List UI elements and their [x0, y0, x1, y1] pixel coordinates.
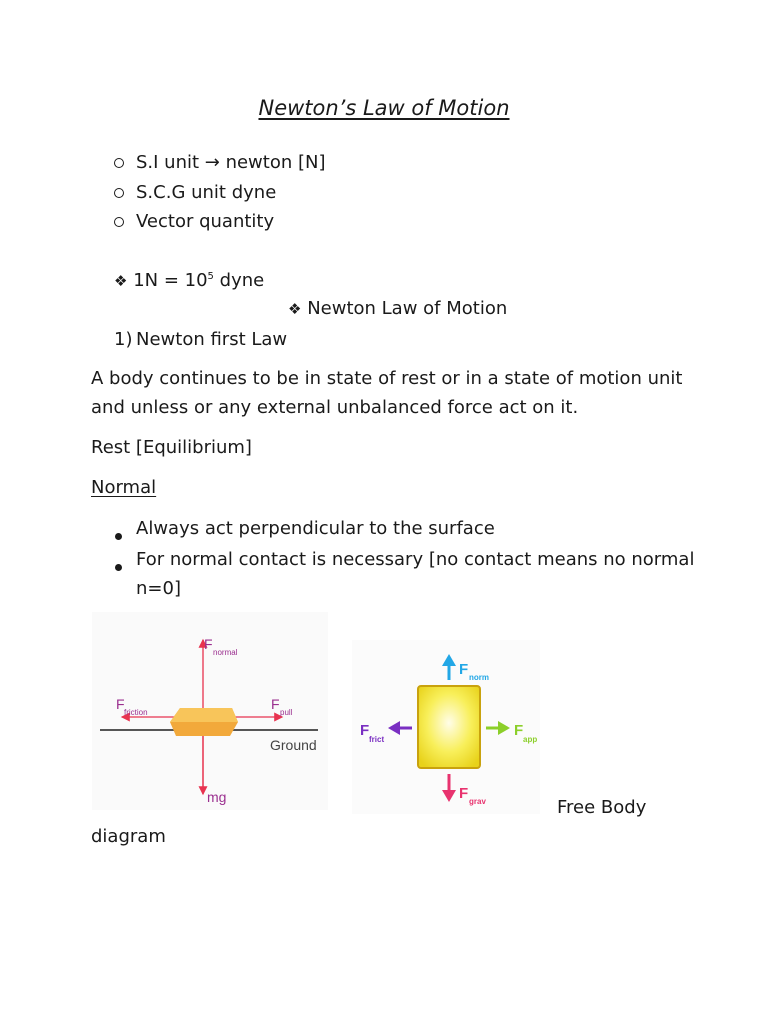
f-app-subscript: app — [523, 735, 538, 744]
caption-line: Free Body — [557, 797, 647, 818]
subheading — [288, 298, 507, 320]
subheading-text: Newton Law of Motion — [307, 298, 508, 319]
unit-vector: Vector quantity — [136, 211, 275, 232]
f-pull-subscript: pull — [280, 708, 293, 717]
ground-label: Ground — [270, 737, 317, 753]
rest-text: Rest [Equilibrium] — [91, 437, 252, 458]
forces-on-block-figure — [92, 612, 328, 810]
circle-bullet-icon — [114, 217, 124, 227]
f-friction-label: F — [116, 696, 125, 712]
conversion-line — [114, 270, 264, 292]
normal-point-cont: n=0] — [136, 578, 181, 599]
f-app-label: F — [514, 722, 524, 739]
conversion-exponent: 5 — [207, 271, 214, 282]
f-norm-subscript: norm — [469, 673, 489, 682]
paragraph-line: A body continues to be in state of rest or in a state of motion unit — [91, 368, 683, 389]
circle-bullet-icon — [114, 158, 124, 168]
f-friction-subscript: friction — [124, 708, 148, 717]
f-normal-subscript: normal — [213, 648, 238, 657]
normal-point: Always act perpendicular to the surface — [136, 518, 495, 539]
conversion-rhs: dyne — [213, 270, 265, 291]
unit-cgs: S.C.G unit dyne — [136, 182, 277, 203]
f-frict-label: F — [360, 722, 370, 739]
mg-label: mg — [207, 789, 227, 805]
list-item — [114, 152, 124, 174]
free-body-diagram-figure — [352, 640, 540, 814]
object-box — [418, 686, 480, 768]
f-norm-label: F — [459, 661, 469, 678]
list-item — [114, 211, 124, 233]
circle-bullet-icon — [114, 188, 124, 198]
f-grav-subscript: grav — [469, 797, 486, 806]
page-title: Newton’s Law of Motion — [258, 96, 510, 120]
caption-line: diagram — [91, 826, 166, 847]
list-item — [115, 525, 122, 544]
list-item — [115, 556, 122, 575]
conversion-lhs: 1N = 10 — [133, 270, 208, 291]
normal-point: For normal contact is necessary [no contact means no normal — [136, 549, 695, 570]
diamond-bullet-icon: ❖ — [114, 272, 128, 290]
f-normal-label: F — [204, 636, 213, 652]
paragraph-line: and unless or any external unbalanced force act on it. — [91, 397, 579, 418]
law-title: Newton first Law — [136, 329, 288, 350]
unit-si: S.I unit → newton [N] — [136, 152, 326, 173]
gold-block-top — [170, 708, 238, 722]
list-item — [114, 182, 124, 204]
normal-heading: Normal — [91, 477, 157, 498]
f-pull-label: F — [271, 696, 280, 712]
law-number: 1) — [114, 329, 133, 350]
f-grav-label: F — [459, 785, 469, 802]
f-frict-subscript: frict — [369, 735, 385, 744]
dot-bullet-icon — [115, 533, 122, 540]
diamond-bullet-icon: ❖ — [288, 300, 302, 318]
dot-bullet-icon — [115, 564, 122, 571]
